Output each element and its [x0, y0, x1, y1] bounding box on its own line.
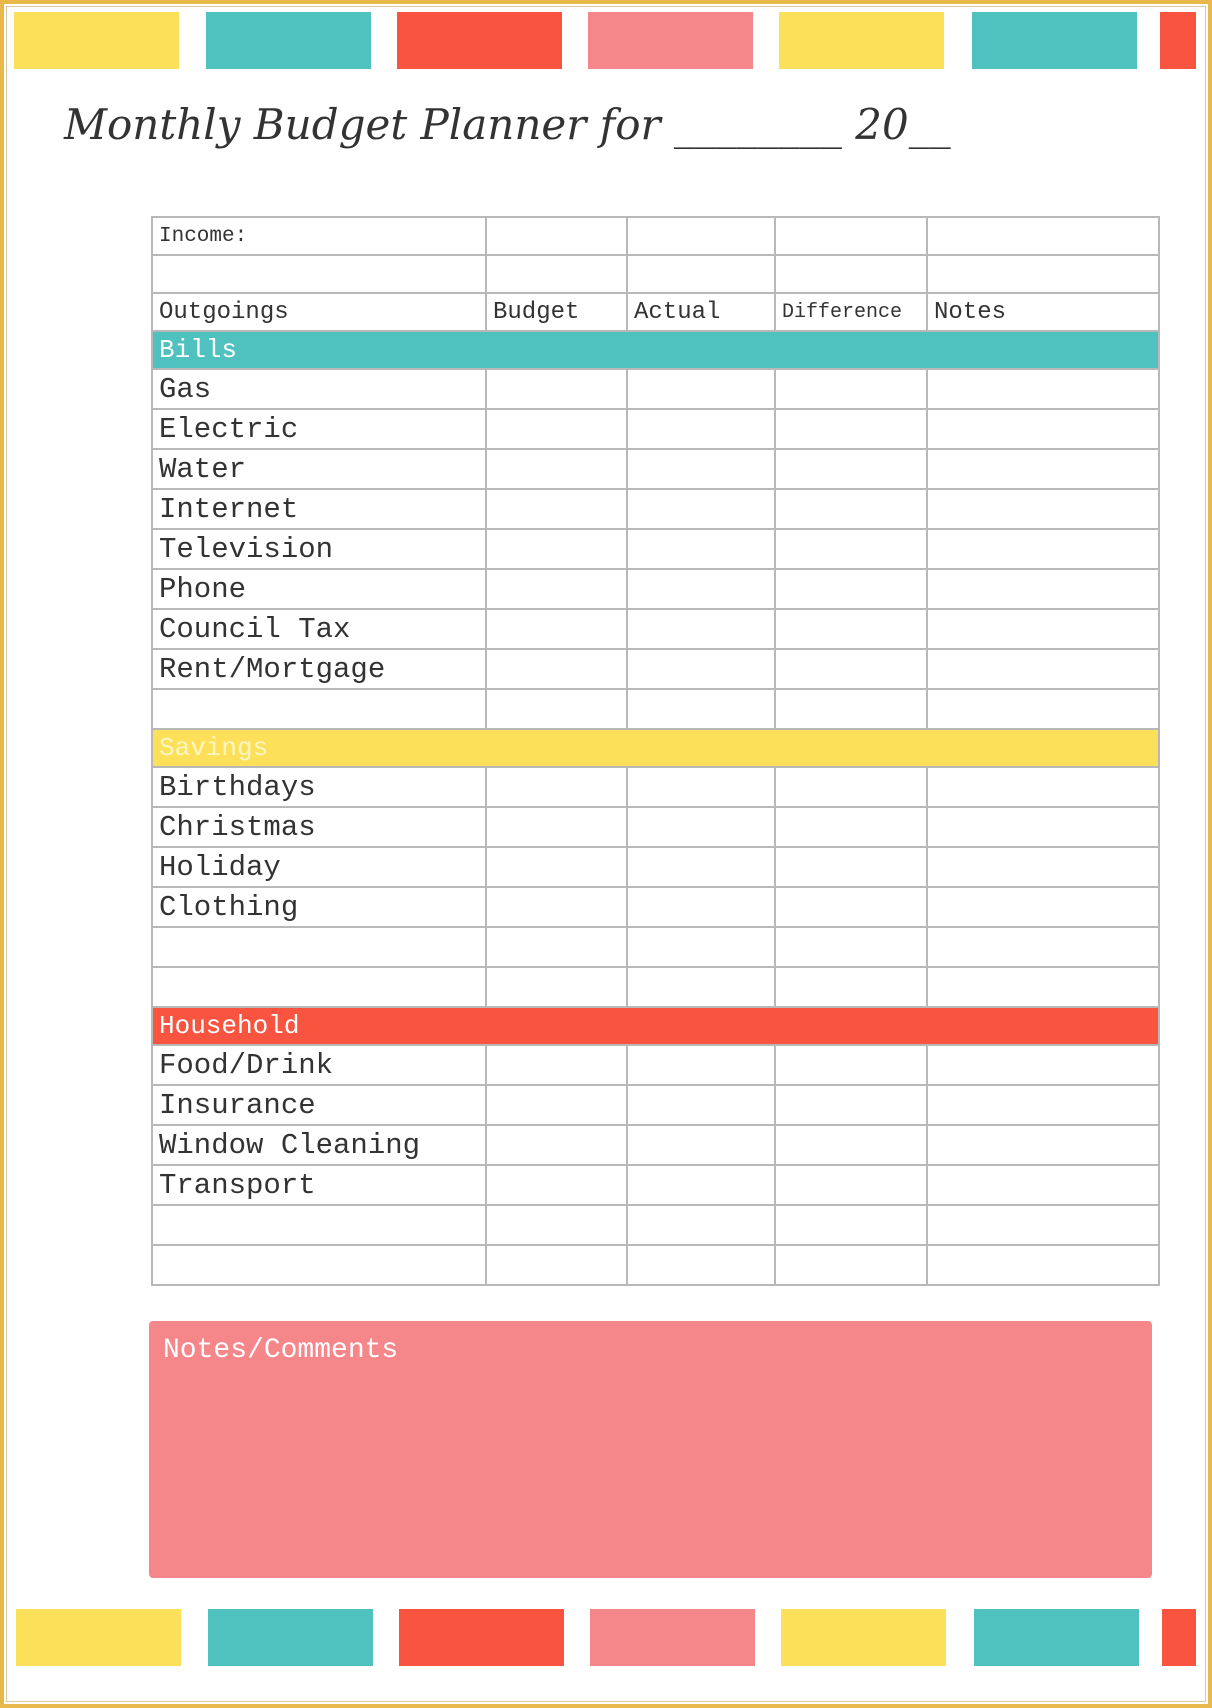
table-row [152, 1045, 1159, 1085]
actual-cell[interactable] [627, 529, 775, 569]
table-row [152, 689, 1159, 729]
difference-cell[interactable] [775, 1165, 927, 1205]
stripe-block-red [399, 1609, 564, 1666]
budget-cell[interactable] [486, 1165, 627, 1205]
table-row [152, 529, 1159, 569]
actual-cell[interactable] [627, 847, 775, 887]
table-row [152, 807, 1159, 847]
budget-cell[interactable] [486, 1125, 627, 1165]
row-label[interactable] [152, 967, 486, 1007]
row-label[interactable] [152, 927, 486, 967]
row-label: Water [152, 449, 486, 489]
difference-cell[interactable] [775, 1045, 927, 1085]
budget-cell[interactable] [486, 887, 627, 927]
header-budget: Budget [486, 293, 627, 331]
budget-cell[interactable] [486, 449, 627, 489]
actual-cell[interactable] [627, 1245, 775, 1285]
notes-comments-label: Notes/Comments [163, 1335, 399, 1366]
actual-cell[interactable] [627, 1045, 775, 1085]
notes-cell[interactable] [927, 807, 1159, 847]
notes-cell[interactable] [927, 369, 1159, 409]
table-row [152, 1165, 1159, 1205]
notes-cell[interactable] [927, 967, 1159, 1007]
budget-cell[interactable] [486, 569, 627, 609]
budget-table [151, 216, 1160, 1286]
blank-cell[interactable] [486, 255, 627, 293]
row-label: Food/Drink [152, 1045, 486, 1085]
actual-cell[interactable] [627, 369, 775, 409]
stripe-block-yellow [14, 12, 179, 69]
row-label: Transport [152, 1165, 486, 1205]
section-savings [152, 729, 1159, 767]
table-row [152, 609, 1159, 649]
budget-cell[interactable] [486, 409, 627, 449]
difference-cell[interactable] [775, 489, 927, 529]
stripe-block-teal [974, 1609, 1139, 1666]
table-row [152, 767, 1159, 807]
row-label: Television [152, 529, 486, 569]
stripe-block-teal [208, 1609, 373, 1666]
row-label: Holiday [152, 847, 486, 887]
section-bills-label: Bills [152, 331, 1159, 369]
difference-cell[interactable] [775, 449, 927, 489]
blank-cell[interactable] [927, 255, 1159, 293]
row-label: Electric [152, 409, 486, 449]
stripe-block-red [1160, 12, 1196, 69]
top-color-stripe [14, 12, 1212, 69]
difference-cell[interactable] [775, 847, 927, 887]
actual-cell[interactable] [627, 1085, 775, 1125]
section-household-label: Household [152, 1007, 1159, 1045]
table-row [152, 927, 1159, 967]
row-label: Rent/Mortgage [152, 649, 486, 689]
blank-cell[interactable] [152, 255, 486, 293]
notes-cell[interactable] [927, 767, 1159, 807]
row-label: Insurance [152, 1085, 486, 1125]
notes-cell[interactable] [927, 1165, 1159, 1205]
difference-cell[interactable] [775, 649, 927, 689]
actual-cell[interactable] [627, 489, 775, 529]
actual-cell[interactable] [627, 967, 775, 1007]
table-row [152, 1085, 1159, 1125]
stripe-block-red [1162, 1609, 1196, 1666]
budget-cell[interactable] [486, 767, 627, 807]
budget-cell[interactable] [486, 927, 627, 967]
budget-cell[interactable] [486, 807, 627, 847]
stripe-block-pink [588, 12, 753, 69]
actual-cell[interactable] [627, 807, 775, 847]
difference-cell[interactable] [775, 967, 927, 1007]
difference-cell[interactable] [775, 887, 927, 927]
row-label: Birthdays [152, 767, 486, 807]
row-label: Christmas [152, 807, 486, 847]
actual-cell[interactable] [627, 609, 775, 649]
header-actual: Actual [627, 293, 775, 331]
notes-cell[interactable] [927, 1085, 1159, 1125]
budget-cell[interactable] [486, 609, 627, 649]
table-row [152, 569, 1159, 609]
budget-cell[interactable] [486, 649, 627, 689]
budget-cell[interactable] [486, 1245, 627, 1285]
section-bills [152, 331, 1159, 369]
notes-cell[interactable] [927, 409, 1159, 449]
row-label: Phone [152, 569, 486, 609]
stripe-block-yellow [779, 12, 944, 69]
notes-cell[interactable] [927, 569, 1159, 609]
blank-cell[interactable] [775, 255, 927, 293]
table-row [152, 369, 1159, 409]
stripe-block-yellow [16, 1609, 181, 1666]
page-title: Monthly Budget Planner for ________ 20__ [64, 100, 951, 149]
table-row [152, 847, 1159, 887]
actual-cell[interactable] [627, 927, 775, 967]
budget-cell[interactable] [486, 1085, 627, 1125]
actual-cell[interactable] [627, 1205, 775, 1245]
notes-cell[interactable] [927, 689, 1159, 729]
difference-cell[interactable] [775, 927, 927, 967]
difference-cell[interactable] [775, 1205, 927, 1245]
stripe-block-teal [206, 12, 371, 69]
header-outgoings: Outgoings [152, 293, 486, 331]
row-label: Clothing [152, 887, 486, 927]
notes-cell[interactable] [927, 1125, 1159, 1165]
difference-cell[interactable] [775, 529, 927, 569]
difference-cell[interactable] [775, 1085, 927, 1125]
row-label[interactable] [152, 1205, 486, 1245]
budget-cell[interactable] [486, 967, 627, 1007]
difference-cell[interactable] [775, 807, 927, 847]
row-label[interactable] [152, 689, 486, 729]
budget-cell[interactable] [486, 369, 627, 409]
notes-cell[interactable] [927, 1205, 1159, 1245]
stripe-block-red [397, 12, 562, 69]
notes-cell[interactable] [927, 1045, 1159, 1085]
column-header-row [152, 293, 1159, 331]
income-row [152, 217, 1159, 255]
section-savings-label: Savings [152, 729, 1159, 767]
actual-cell[interactable] [627, 1125, 775, 1165]
table-row [152, 409, 1159, 449]
table-row [152, 1125, 1159, 1165]
budget-cell[interactable] [486, 1205, 627, 1245]
notes-comments-box[interactable] [149, 1321, 1152, 1578]
difference-cell[interactable] [775, 767, 927, 807]
blank-cell[interactable] [627, 255, 775, 293]
notes-cell[interactable] [927, 649, 1159, 689]
header-difference: Difference [775, 293, 927, 331]
table-row [152, 1205, 1159, 1245]
difference-cell[interactable] [775, 1125, 927, 1165]
row-label: Council Tax [152, 609, 486, 649]
table-row [152, 489, 1159, 529]
bottom-color-stripe [14, 1609, 1212, 1666]
actual-cell[interactable] [627, 649, 775, 689]
notes-cell[interactable] [927, 927, 1159, 967]
notes-cell[interactable] [927, 1245, 1159, 1285]
row-label: Window Cleaning [152, 1125, 486, 1165]
table-row [152, 967, 1159, 1007]
income-actual-cell[interactable] [627, 217, 775, 255]
difference-cell[interactable] [775, 569, 927, 609]
income-label: Income: [152, 217, 486, 255]
income-notes-cell[interactable] [927, 217, 1159, 255]
income-difference-cell[interactable] [775, 217, 927, 255]
income-budget-cell[interactable] [486, 217, 627, 255]
actual-cell[interactable] [627, 409, 775, 449]
actual-cell[interactable] [627, 449, 775, 489]
income-row-blank [152, 255, 1159, 293]
actual-cell[interactable] [627, 767, 775, 807]
difference-cell[interactable] [775, 609, 927, 649]
notes-cell[interactable] [927, 529, 1159, 569]
difference-cell[interactable] [775, 369, 927, 409]
row-label[interactable] [152, 1245, 486, 1285]
notes-cell[interactable] [927, 847, 1159, 887]
difference-cell[interactable] [775, 1245, 927, 1285]
notes-cell[interactable] [927, 449, 1159, 489]
notes-cell[interactable] [927, 609, 1159, 649]
actual-cell[interactable] [627, 569, 775, 609]
table-row [152, 449, 1159, 489]
notes-cell[interactable] [927, 489, 1159, 529]
stripe-block-pink [590, 1609, 755, 1666]
budget-cell[interactable] [486, 529, 627, 569]
budget-cell[interactable] [486, 489, 627, 529]
stripe-block-yellow [781, 1609, 946, 1666]
table-row [152, 1245, 1159, 1285]
header-notes: Notes [927, 293, 1159, 331]
row-label: Gas [152, 369, 486, 409]
section-household [152, 1007, 1159, 1045]
budget-cell[interactable] [486, 847, 627, 887]
budget-cell[interactable] [486, 1045, 627, 1085]
table-row [152, 649, 1159, 689]
row-label: Internet [152, 489, 486, 529]
actual-cell[interactable] [627, 689, 775, 729]
stripe-block-teal [972, 12, 1137, 69]
actual-cell[interactable] [627, 1165, 775, 1205]
difference-cell[interactable] [775, 409, 927, 449]
notes-cell[interactable] [927, 887, 1159, 927]
actual-cell[interactable] [627, 887, 775, 927]
difference-cell[interactable] [775, 689, 927, 729]
table-row [152, 887, 1159, 927]
budget-cell[interactable] [486, 689, 627, 729]
